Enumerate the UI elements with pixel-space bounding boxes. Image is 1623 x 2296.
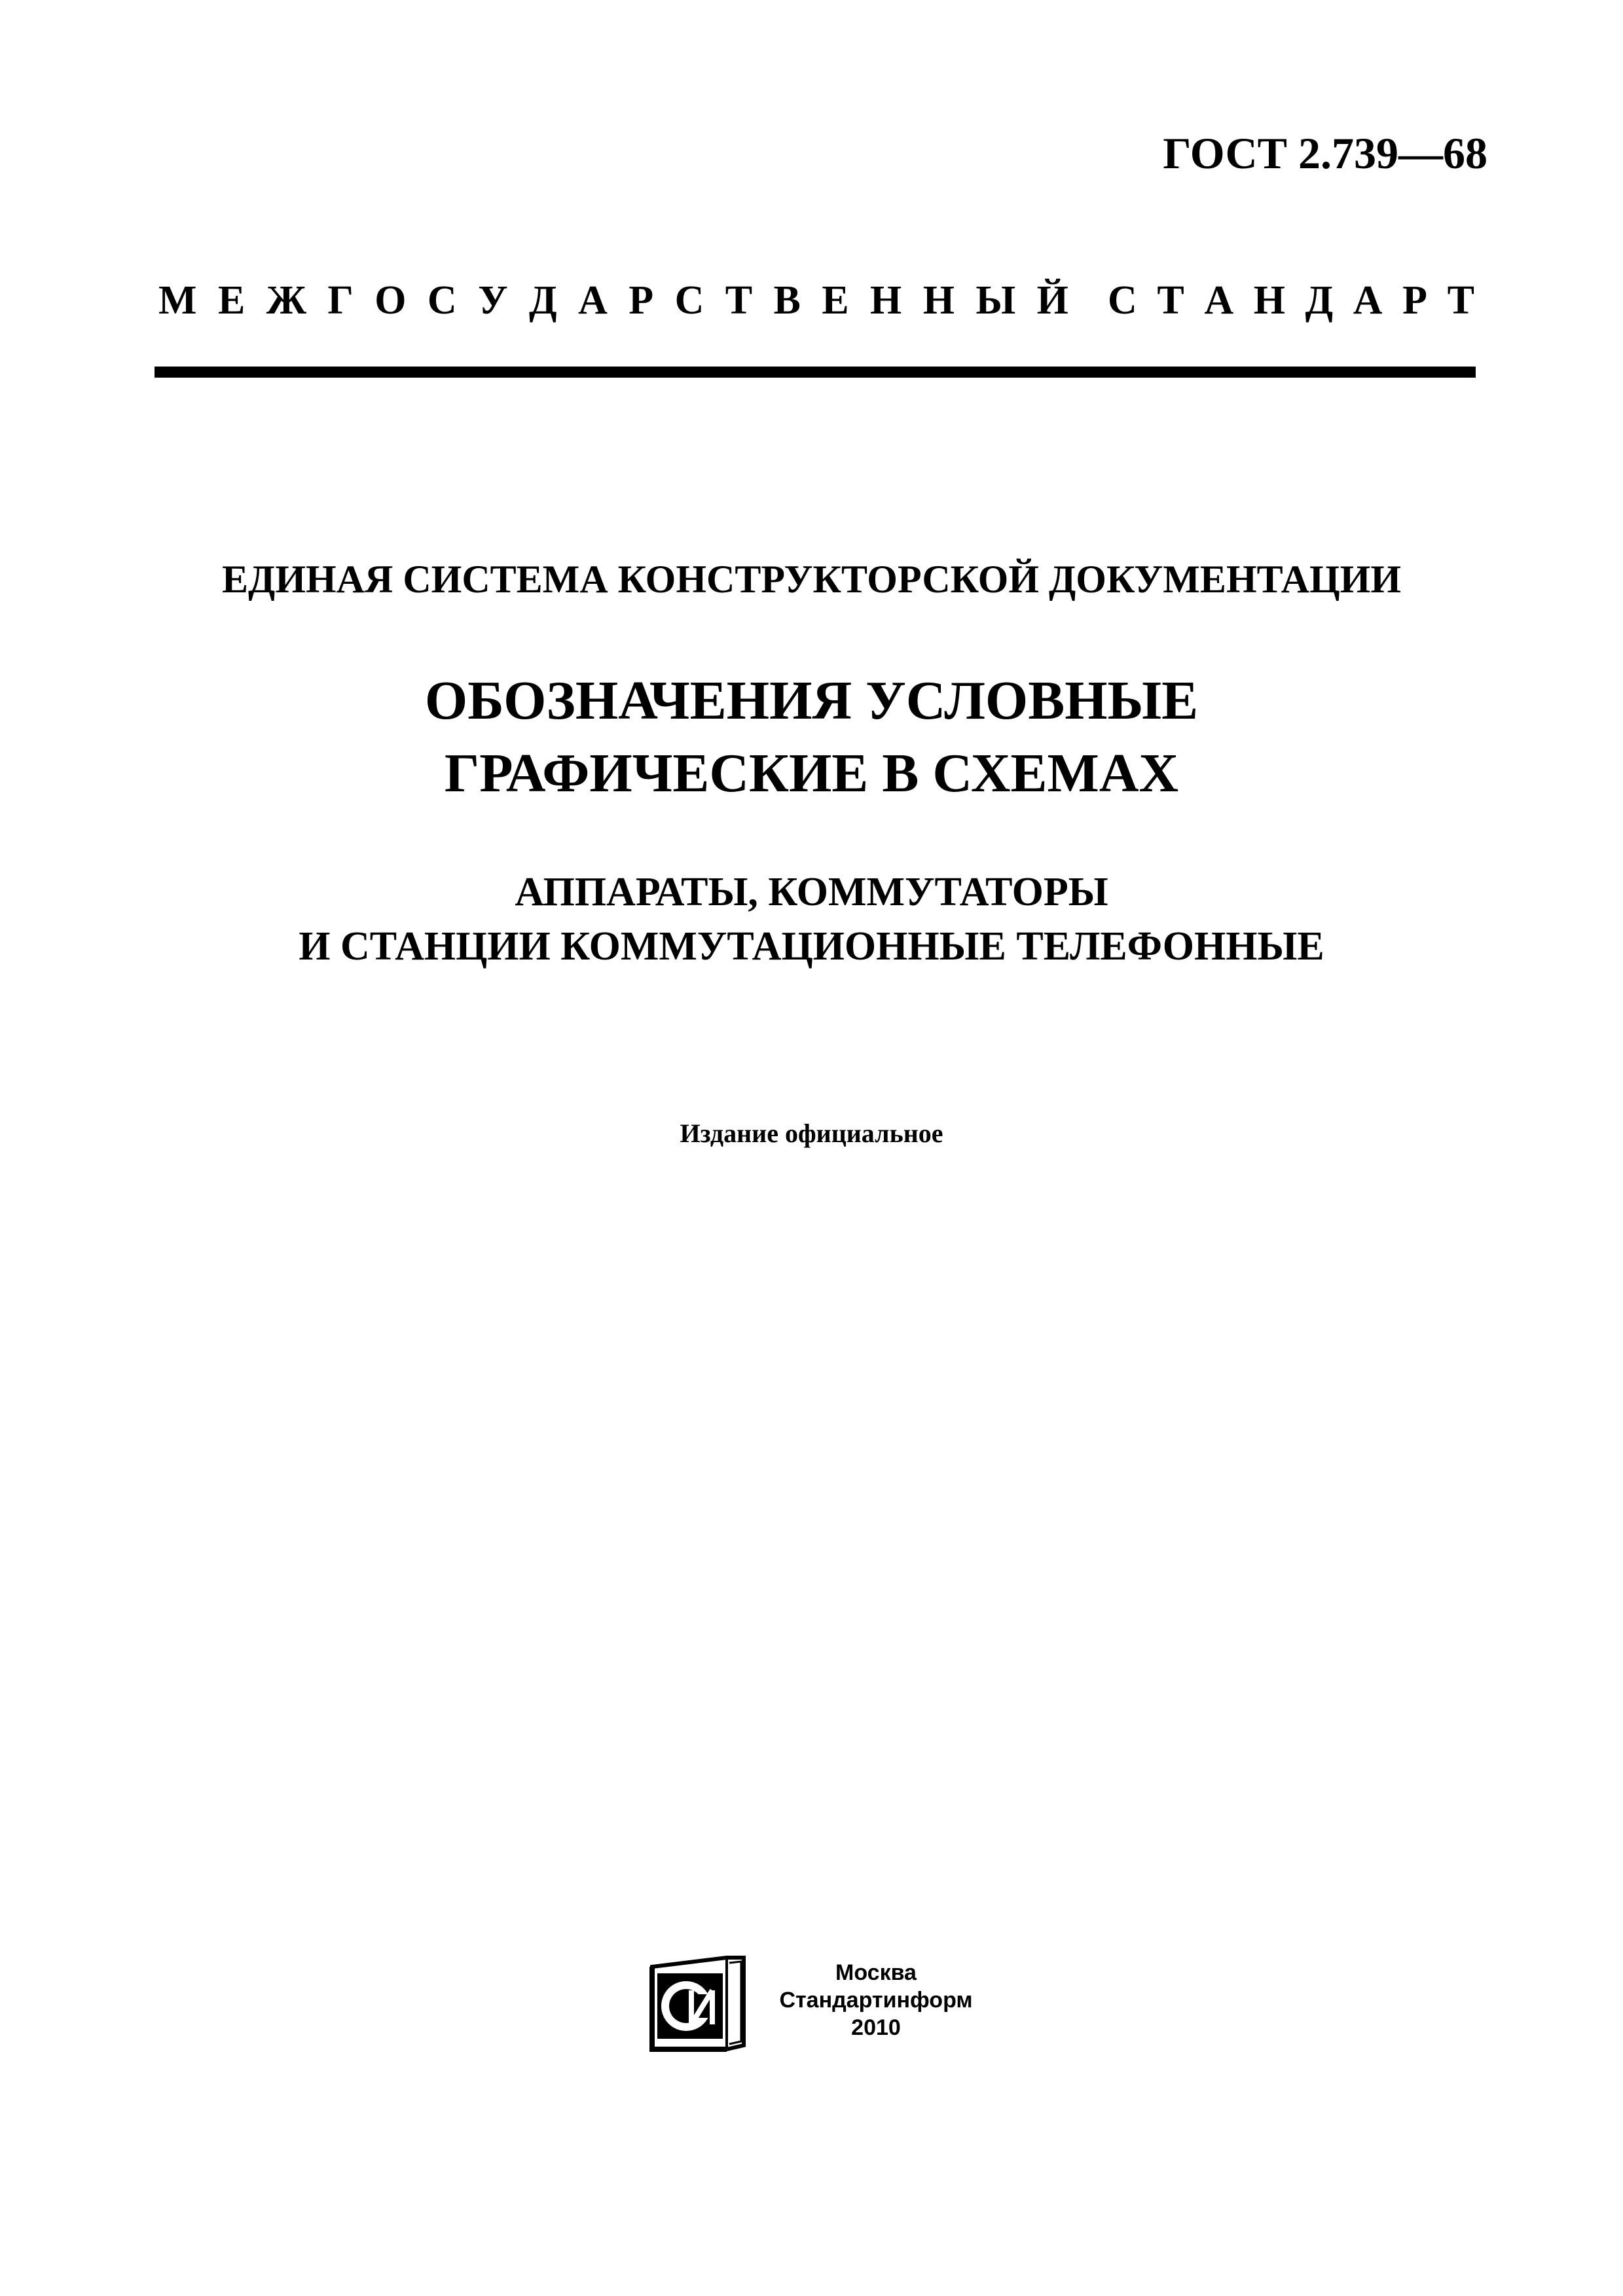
publisher-block [648,1954,1041,2052]
publisher-text [758,1959,994,2041]
standard-type-letter: Е [217,278,246,323]
publisher-name: Стандартинформ [779,1988,973,2013]
standard-type-letter: Н [1253,278,1285,323]
standard-type-letter: М [158,278,197,323]
publisher-city: Москва [835,1960,917,1985]
standard-type-letter: Д [1305,278,1334,323]
sub-title-line-2: И СТАНЦИИ КОММУТАЦИОННЫЕ ТЕЛЕФОННЫЕ [299,924,1324,969]
standard-type-letter: А [1353,278,1383,323]
standard-type-letter: О [374,278,407,323]
standartinform-logo-icon [648,1954,748,2052]
standard-type-heading [158,280,1474,321]
standard-type-letter: Д [529,278,557,323]
standard-type-word-2 [1108,280,1474,321]
standard-type-letter: Р [1402,278,1428,323]
edition-note: Издание официальное [680,1119,943,1148]
sub-title-line-1: АППАРАТЫ, КОММУТАТОРЫ [515,870,1108,914]
standard-type-letter: А [1204,278,1234,323]
standard-type-letter: Г [327,278,354,323]
series-title: ЕДИНАЯ СИСТЕМА КОНСТРУКТОРСКОЙ ДОКУМЕНТАЦИИ [222,558,1401,601]
standard-type-letter: С [674,278,704,323]
standard-type-letter: Т [1157,278,1184,323]
main-title-line-2: ГРАФИЧЕСКИЕ В СХЕМАХ [444,743,1179,804]
standard-type-letter: С [1108,278,1137,323]
document-code: ГОСТ 2.739—68 [1163,128,1487,178]
standard-type-letter: В [773,278,801,323]
standard-type-letter: Н [870,278,902,323]
standard-type-letter: Т [725,278,753,323]
main-title-line-1: ОБОЗНАЧЕНИЯ УСЛОВНЫЕ [424,670,1199,731]
publisher-year: 2010 [851,2015,901,2040]
main-title [0,664,1623,810]
standard-type-letter: Р [629,278,654,323]
standard-type-letter: А [578,278,608,323]
header-rule [155,367,1476,378]
sub-title [0,865,1623,974]
standard-type-letter: Й [1036,278,1068,323]
standard-type-letter: Е [822,278,849,323]
standard-type-letter: Т [1447,278,1474,323]
standard-type-letter: Ж [266,278,307,323]
standard-type-letter: С [427,278,457,323]
standard-type-letter: У [478,278,508,323]
standard-type-letter: Ы [976,278,1016,323]
standard-type-word-1 [158,280,1068,321]
standard-type-letter: Н [922,278,955,323]
